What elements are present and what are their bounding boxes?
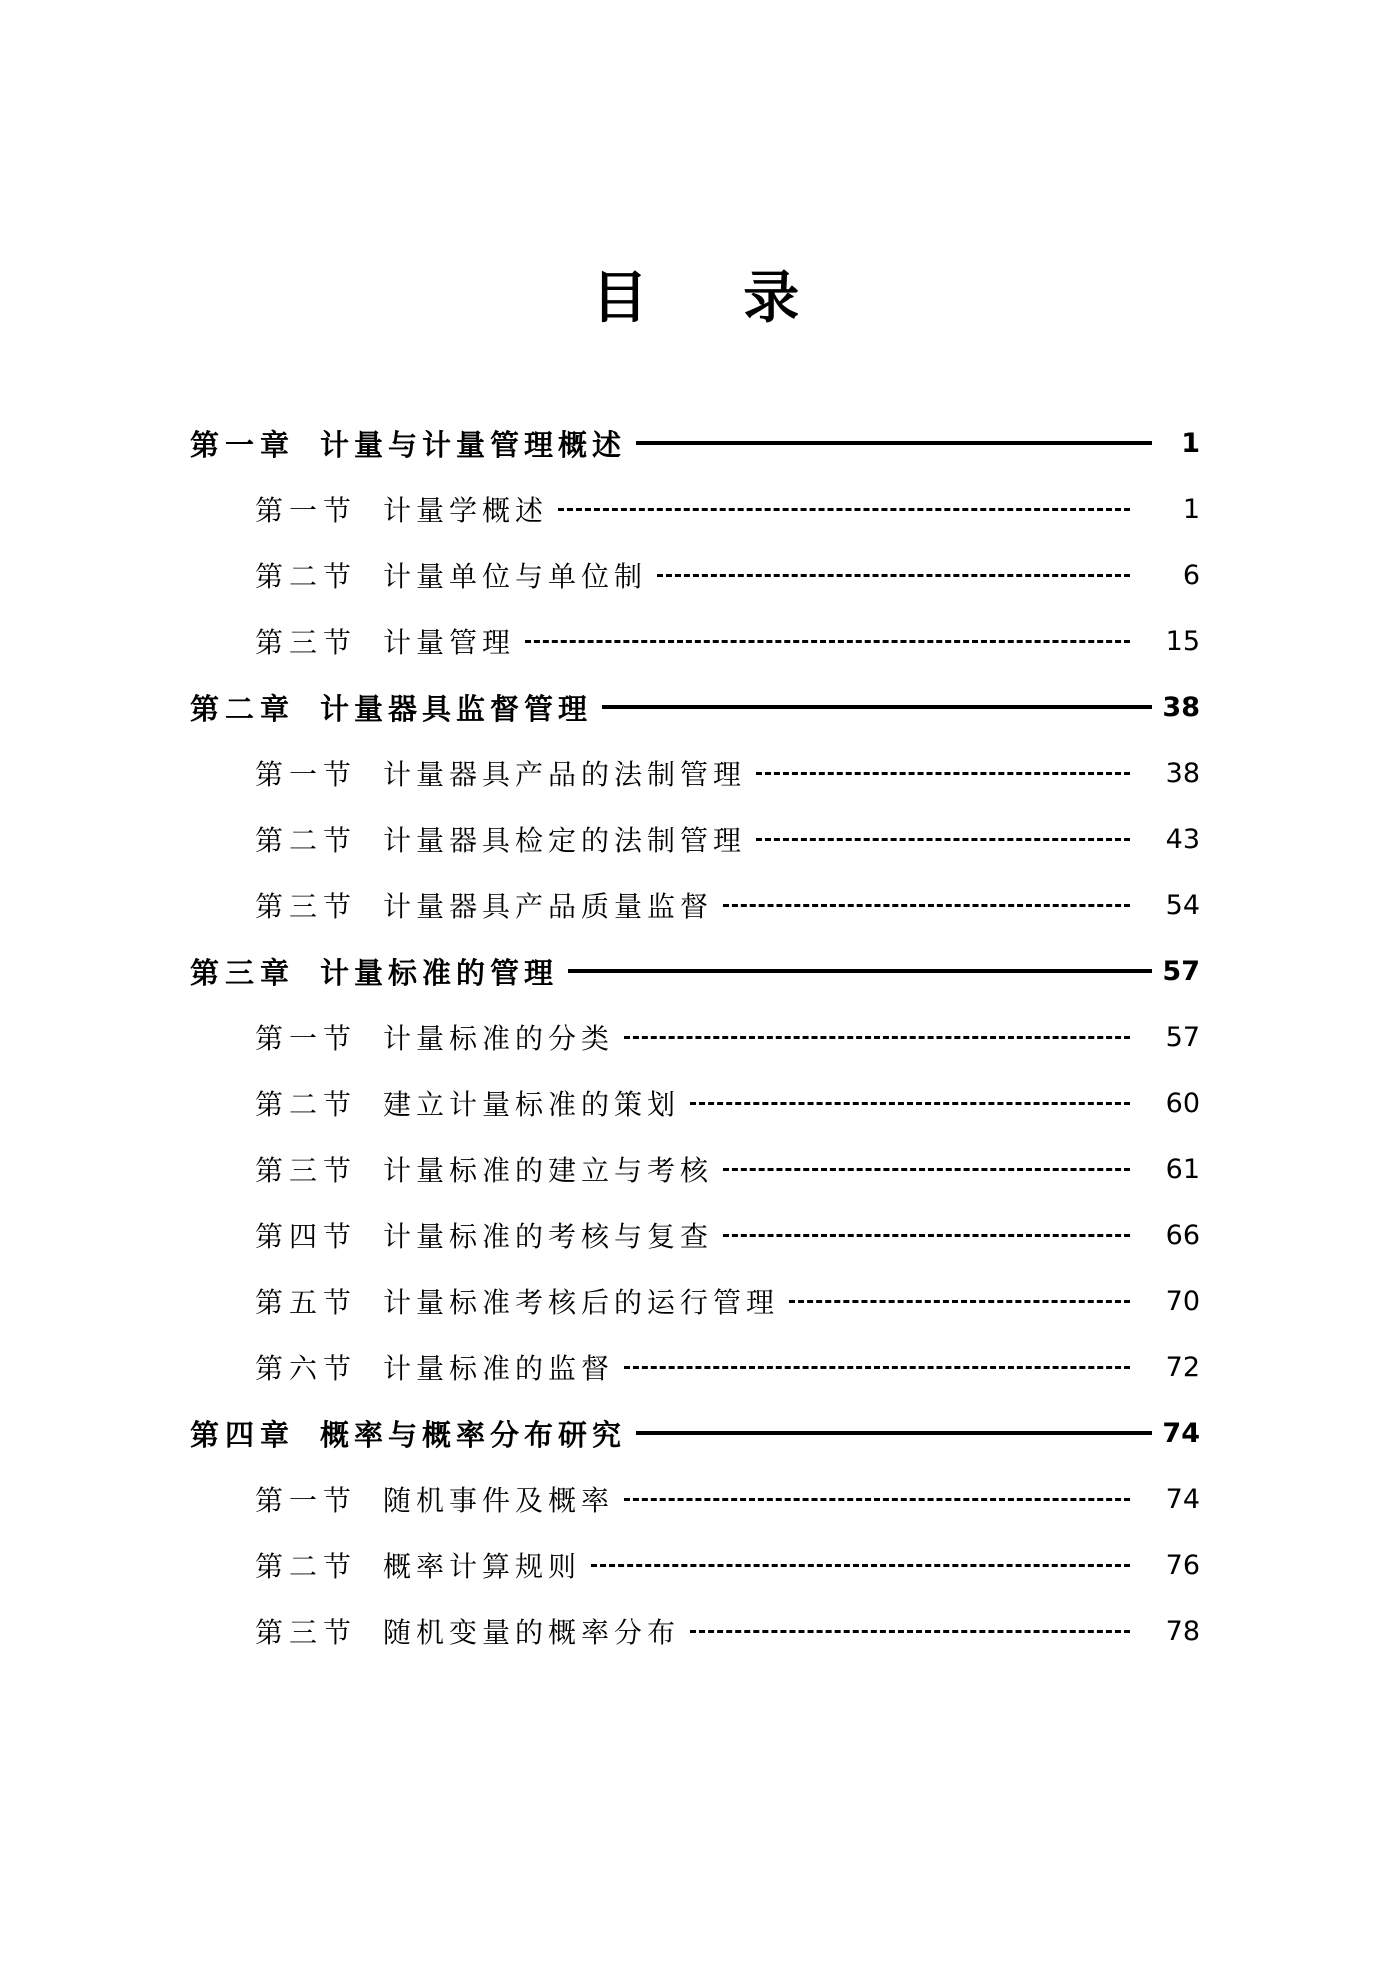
section-label: 第三节 <box>255 626 358 659</box>
section-title: 计量器具产品质量监督 <box>383 890 714 923</box>
leader-dashes <box>723 1168 1130 1171</box>
leader-dashes <box>525 640 1130 643</box>
section-label: 第四节 <box>255 1220 358 1253</box>
section-title: 计量学概述 <box>383 494 549 527</box>
section-label: 第五节 <box>255 1286 358 1319</box>
leader-dashes <box>591 1564 1130 1567</box>
chapter-title: 计量标准的管理 <box>320 955 559 990</box>
chapter-title: 计量与计量管理概述 <box>320 427 627 462</box>
toc-section-4-2[interactable] <box>190 1532 1200 1598</box>
leader-dashes <box>756 772 1130 775</box>
chapter-title: 概率与概率分布研究 <box>320 1417 627 1452</box>
section-label: 第三节 <box>255 890 358 923</box>
section-label: 第二节 <box>255 1550 358 1583</box>
page-number: 66 <box>1165 1219 1200 1251</box>
toc-section-1-2[interactable] <box>190 542 1200 608</box>
chapter-label: 第二章 <box>190 691 296 726</box>
leader-line <box>636 441 1152 445</box>
toc-section-1-3[interactable] <box>190 608 1200 674</box>
leader-line <box>636 1431 1152 1435</box>
page-number: 38 <box>1162 691 1200 723</box>
leader-dashes <box>789 1300 1130 1303</box>
chapter-label: 第四章 <box>190 1417 296 1452</box>
section-title: 建立计量标准的策划 <box>383 1088 681 1121</box>
page-number: 43 <box>1165 823 1200 855</box>
toc-section-3-2[interactable] <box>190 1070 1200 1136</box>
toc-chapter-3[interactable] <box>190 938 1200 1004</box>
section-title: 计量标准的考核与复查 <box>383 1220 714 1253</box>
page-number: 15 <box>1165 625 1200 657</box>
section-title: 随机事件及概率 <box>383 1484 615 1517</box>
leader-line <box>568 969 1152 973</box>
leader-dashes <box>558 508 1130 511</box>
section-label: 第一节 <box>255 494 358 527</box>
leader-dashes <box>624 1498 1130 1501</box>
table-of-contents <box>190 410 1200 1664</box>
toc-section-3-1[interactable] <box>190 1004 1200 1070</box>
toc-chapter-4[interactable] <box>190 1400 1200 1466</box>
section-label: 第三节 <box>255 1154 358 1187</box>
section-title: 计量单位与单位制 <box>383 560 648 593</box>
section-title: 计量器具检定的法制管理 <box>383 824 747 857</box>
section-title: 计量管理 <box>383 626 516 659</box>
chapter-label: 第一章 <box>190 427 296 462</box>
page-number: 38 <box>1165 757 1200 789</box>
toc-section-1-1[interactable] <box>190 476 1200 542</box>
toc-section-4-3[interactable] <box>190 1598 1200 1664</box>
section-label: 第一节 <box>255 1484 358 1517</box>
page-number: 6 <box>1182 559 1200 591</box>
section-title: 计量标准的分类 <box>383 1022 615 1055</box>
toc-section-2-1[interactable] <box>190 740 1200 806</box>
section-label: 第二节 <box>255 560 358 593</box>
section-label: 第三节 <box>255 1616 358 1649</box>
page-number: 61 <box>1165 1153 1200 1185</box>
page-number: 54 <box>1165 889 1200 921</box>
chapter-label: 第三章 <box>190 955 296 990</box>
chapter-title: 计量器具监督管理 <box>320 691 593 726</box>
page-number: 72 <box>1165 1351 1200 1383</box>
leader-dashes <box>723 904 1130 907</box>
section-label: 第一节 <box>255 1022 358 1055</box>
section-title: 计量标准考核后的运行管理 <box>383 1286 780 1319</box>
toc-section-2-3[interactable] <box>190 872 1200 938</box>
page-number: 60 <box>1165 1087 1200 1119</box>
section-title: 计量标准的建立与考核 <box>383 1154 714 1187</box>
toc-section-2-2[interactable] <box>190 806 1200 872</box>
toc-section-3-5[interactable] <box>190 1268 1200 1334</box>
page-number: 76 <box>1165 1549 1200 1581</box>
page-number: 1 <box>1181 427 1200 459</box>
section-title: 计量器具产品的法制管理 <box>383 758 747 791</box>
section-label: 第二节 <box>255 1088 358 1121</box>
toc-section-3-3[interactable] <box>190 1136 1200 1202</box>
toc-title: 目 录 <box>591 265 838 331</box>
leader-dashes <box>624 1036 1130 1039</box>
leader-dashes <box>723 1234 1130 1237</box>
page-number: 57 <box>1165 1021 1200 1053</box>
page-number: 78 <box>1165 1615 1200 1647</box>
toc-chapter-1[interactable] <box>190 410 1200 476</box>
page-number: 70 <box>1165 1285 1200 1317</box>
toc-chapter-2[interactable] <box>190 674 1200 740</box>
toc-section-4-1[interactable] <box>190 1466 1200 1532</box>
section-title: 概率计算规则 <box>383 1550 582 1583</box>
section-label: 第一节 <box>255 758 358 791</box>
page-number: 74 <box>1162 1417 1200 1449</box>
leader-dashes <box>657 574 1130 577</box>
toc-section-3-6[interactable] <box>190 1334 1200 1400</box>
page-number: 1 <box>1182 493 1200 525</box>
section-title: 随机变量的概率分布 <box>383 1616 681 1649</box>
section-label: 第二节 <box>255 824 358 857</box>
leader-dashes <box>690 1102 1130 1105</box>
page-number: 57 <box>1162 955 1200 987</box>
page-number: 74 <box>1165 1483 1200 1515</box>
leader-dashes <box>624 1366 1130 1369</box>
toc-section-3-4[interactable] <box>190 1202 1200 1268</box>
leader-dashes <box>690 1630 1130 1633</box>
leader-line <box>602 705 1152 709</box>
section-label: 第六节 <box>255 1352 358 1385</box>
section-title: 计量标准的监督 <box>383 1352 615 1385</box>
leader-dashes <box>756 838 1130 841</box>
